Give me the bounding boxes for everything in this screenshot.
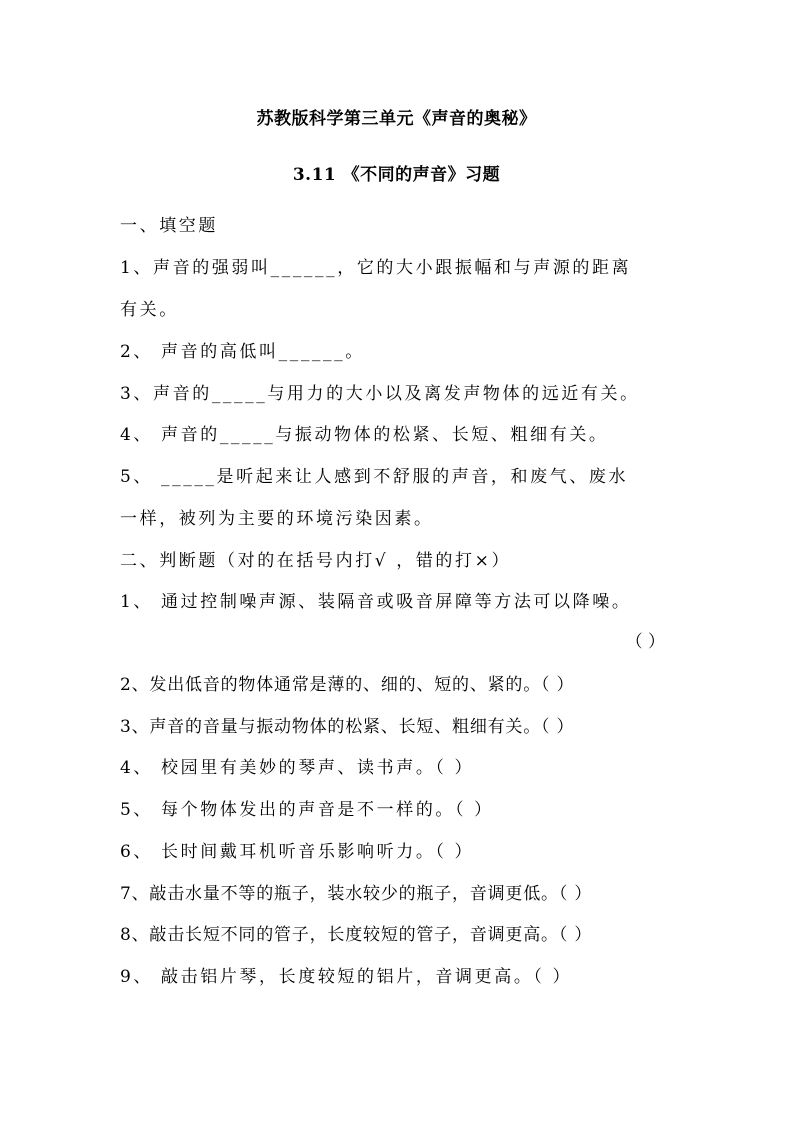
tf-question-2: 2、发出低音的物体通常是薄的、细的、短的、紧的。（ ） [120, 675, 575, 695]
fill-question-2: 2、 声音的高低叫______。 [120, 342, 365, 362]
document-subtitle: 3.11 《不同的声音》习题 [292, 165, 501, 185]
fill-question-1-line-2: 有关。 [120, 300, 179, 320]
section-heading-true-false: 二、判断题（对的在括号内打√ ，错的打×） [120, 551, 512, 571]
tf-question-8: 8、敲击长短不同的管子，长度较短的管子，音调更高。（ ） [120, 925, 593, 945]
tf-question-5: 5、 每个物体发出的声音是不一样的。（ ） [120, 800, 494, 820]
fill-question-4: 4、 声音的_____与振动物体的松紧、长短、粗细有关。 [120, 425, 609, 445]
tf-question-4: 4、 校园里有美妙的琴声、读书声。（ ） [120, 758, 475, 778]
fill-question-3: 3、声音的_____与用力的大小以及离发声物体的远近有关。 [120, 384, 640, 404]
tf-question-1-answer-blank: （ ） [625, 632, 665, 652]
tf-question-1: 1、 通过控制噪声源、装隔音或吸音屏障等方法可以降噪。 [120, 592, 632, 612]
tf-question-7: 7、敲击水量不等的瓶子，装水较少的瓶子，音调更低。（ ） [120, 884, 593, 904]
section-heading-fill-in: 一、填空题 [120, 216, 218, 236]
fill-question-5-line-1: 5、 _____是听起来让人感到不舒服的声音，和废气、废水 [120, 467, 629, 487]
fill-question-1-line-1: 1、声音的强弱叫______，它的大小跟振幅和与声源的距离 [120, 258, 632, 278]
document-title: 苏教版科学第三单元《声音的奥秘》 [256, 109, 537, 129]
tf-question-3: 3、声音的音量与振动物体的松紧、长短、粗细有关。（ ） [120, 717, 575, 737]
fill-question-5-line-2: 一样，被列为主要的环境污染因素。 [120, 509, 434, 529]
tf-question-9: 9、 敲击铝片琴，长度较短的铝片，音调更高。（ ） [120, 967, 573, 987]
tf-question-6: 6、 长时间戴耳机听音乐影响听力。（ ） [120, 842, 475, 862]
